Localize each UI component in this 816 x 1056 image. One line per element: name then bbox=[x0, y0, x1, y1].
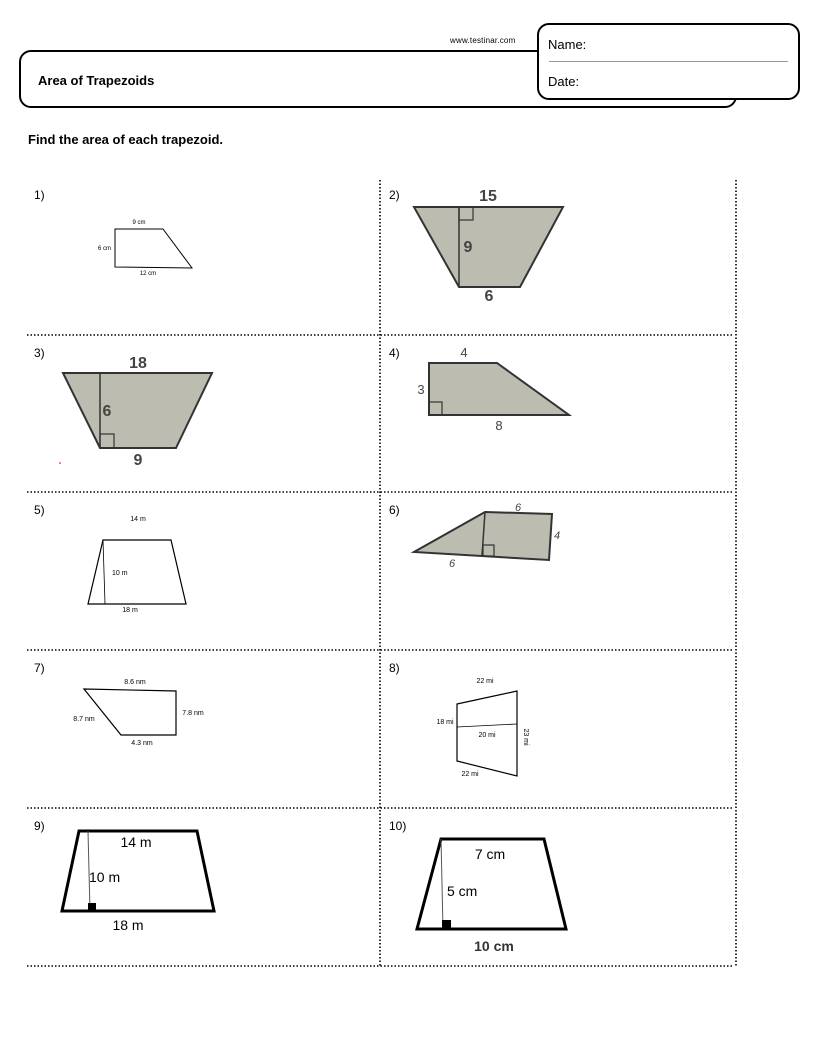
stray-mark bbox=[59, 462, 61, 464]
label-bottom: 4.3 nm bbox=[131, 740, 153, 747]
label-right: 7.8 nm bbox=[182, 710, 204, 717]
label-top: 6 bbox=[514, 502, 522, 514]
problem-number-5: 5) bbox=[34, 503, 45, 517]
label-top: 9 cm bbox=[132, 220, 146, 226]
label-top: 22 mi bbox=[476, 678, 494, 685]
trapezoid-8 bbox=[436, 678, 529, 778]
label-top: 18 bbox=[129, 355, 147, 372]
trapezoid-3 bbox=[59, 355, 212, 469]
label-middle: 20 mi bbox=[478, 732, 496, 739]
trapezoid-10 bbox=[417, 839, 566, 954]
label-slant: 8.7 nm bbox=[73, 716, 95, 723]
problem-number-9: 9) bbox=[34, 819, 45, 833]
label-side: 4 bbox=[553, 530, 561, 542]
label-top: 4 bbox=[460, 345, 468, 360]
name-label: Name: bbox=[548, 37, 587, 52]
label-bottom: 9 bbox=[133, 452, 143, 469]
label-bottom: 8 bbox=[495, 418, 503, 433]
label-height: 3 bbox=[417, 382, 425, 397]
label-bottom: 12 cm bbox=[139, 271, 157, 277]
date-label: Date: bbox=[548, 74, 580, 89]
problem-number-4: 4) bbox=[389, 346, 400, 360]
trapezoid-2 bbox=[414, 188, 563, 305]
label-height: 10 m bbox=[89, 869, 121, 885]
trapezoid-6 bbox=[414, 502, 560, 570]
label-left: 18 mi bbox=[436, 719, 454, 726]
problem-number-10: 10) bbox=[389, 819, 407, 833]
site-url: www.testinar.com bbox=[450, 36, 516, 45]
label-height: 5 cm bbox=[447, 883, 478, 899]
trapezoid-9 bbox=[62, 831, 214, 933]
problem-number-7: 7) bbox=[34, 661, 45, 675]
label-bottom: 6 bbox=[448, 558, 456, 570]
label-height: 10 m bbox=[112, 570, 128, 577]
label-top: 15 bbox=[479, 188, 497, 205]
label-height: 9 bbox=[463, 239, 473, 256]
trapezoid-7 bbox=[73, 679, 204, 747]
problem-number-3: 3) bbox=[34, 346, 45, 360]
problem-number-8: 8) bbox=[389, 661, 400, 675]
label-bottom: 10 cm bbox=[474, 938, 514, 954]
label-top: 7 cm bbox=[474, 846, 506, 862]
label-bottom: 18 m bbox=[122, 607, 138, 614]
label-bottom: 18 m bbox=[112, 917, 144, 933]
label-bottom: 22 mi bbox=[461, 771, 479, 778]
label-height: 6 bbox=[102, 403, 112, 420]
label-top: 8.6 nm bbox=[124, 679, 146, 686]
problem-number-2: 2) bbox=[389, 188, 400, 202]
instructions: Find the area of each trapezoid. bbox=[28, 132, 224, 147]
worksheet-title: Area of Trapezoids bbox=[38, 73, 155, 88]
label-height: 6 cm bbox=[97, 246, 111, 252]
trapezoid-4 bbox=[417, 345, 569, 433]
label-top: 14 m bbox=[120, 834, 152, 850]
problem-number-6: 6) bbox=[389, 503, 400, 517]
label-right: 23 mi bbox=[522, 728, 529, 746]
trapezoid-5 bbox=[88, 516, 186, 614]
label-bottom: 6 bbox=[484, 288, 494, 305]
trapezoid-1 bbox=[98, 220, 192, 277]
label-top: 14 m bbox=[130, 516, 146, 523]
problem-number-1: 1) bbox=[34, 188, 45, 202]
